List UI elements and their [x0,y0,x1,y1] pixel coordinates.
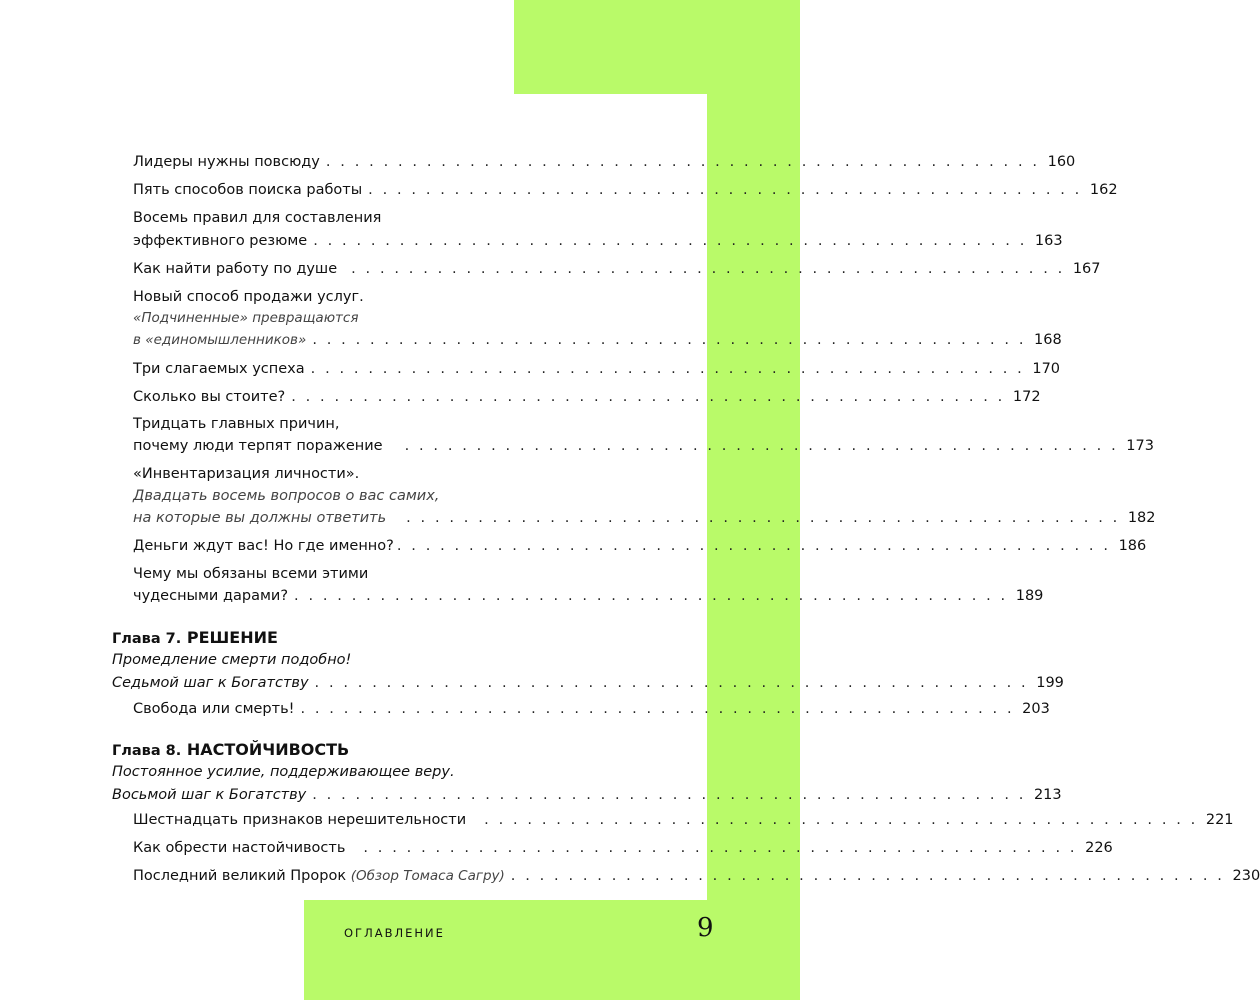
toc-entry-label: Как найти работу по душе [133,261,338,277]
toc-entry-page: 203 [1022,701,1050,717]
chapter-subtitle: Промедление смерти подобно! [112,652,352,668]
toc-entry[interactable] [112,785,1062,805]
toc-entry-page: 162 [1089,182,1118,198]
leader-dots: . . . . . . . . . . . . . . . . . . . . . . . . . . . . . . . . . . . . . . . . . . . . . . . . . . [406,510,1120,526]
toc-entry-label: Как обрести настойчивость [133,840,346,856]
toc-entry[interactable] [133,810,1234,830]
chapter-step-label: Седьмой шаг к Богатству [112,675,309,691]
toc-entry-subtitle: «Подчиненные» превращаются [133,310,359,326]
running-footer-section: ОГЛАВЛЕНИЕ [344,926,445,940]
toc-entry-label: на которые вы должны ответить [133,510,387,526]
toc-entry-label: в «единомышленников» [133,332,307,348]
toc-entry-page: 163 [1034,233,1063,249]
toc-entry-page: 230 [1232,868,1260,884]
leader-dots: . . . . . . . . . . . . . . . . . . . . . . . . . . . . . . . . . . . . . . . . . . . . . . . . . . [484,812,1198,828]
toc-entry-label: Свобода или смерть! [133,701,295,717]
toc-entry[interactable] [133,387,1041,407]
chapter-heading[interactable] [112,739,349,762]
toc-entry-page: 168 [1034,332,1062,348]
chapter-number: Глава 7. [112,631,182,647]
toc-entry-label: чудесными дарами? [133,588,289,604]
leader-dots: . . . . . . . . . . . . . . . . . . . . . . . . . . . . . . . . . . . . . . . . . . . . . . . . . . [510,868,1225,884]
chapter-title: РЕШЕНИЕ [186,628,278,647]
toc-entry-line: Новый способ продажи услуг. [133,289,364,305]
chapter-subtitle: Постоянное усилие, поддерживающее веру. [112,764,455,780]
toc-entry-label: Деньги ждут вас! Но где именно? [133,538,394,554]
leader-dots: . . . . . . . . . . . . . . . . . . . . . . . . . . . . . . . . . . . . . . . . . . . . . . . . . . [310,361,1025,377]
chapter-title: НАСТОЙЧИВОСТЬ [186,740,350,759]
toc-entry-page: 226 [1085,840,1113,856]
toc-entry-note: (Обзор Томаса Сагру) [350,868,505,884]
toc-entry-line: «Инвентаризация личности». [133,466,360,482]
toc-entry-page: 160 [1047,154,1076,170]
leader-dots: . . . . . . . . . . . . . . . . . . . . . . . . . . . . . . . . . . . . . . . . . . . . . . . . . . [368,182,1082,198]
leader-dots: . . . . . . . . . . . . . . . . . . . . . . . . . . . . . . . . . . . . . . . . . . . . . . . . . . [312,787,1026,803]
toc-entry-label: эффективного резюме [133,233,308,249]
chapter-step-label: Восьмой шаг к Богатству [112,787,307,803]
leader-dots: . . . . . . . . . . . . . . . . . . . . . . . . . . . . . . . . . . . . . . . . . . . . . . . . . . [291,389,1005,405]
toc-entry-subtitle: Двадцать восемь вопросов о вас самих, [133,488,440,504]
leader-dots: . . . . . . . . . . . . . . . . . . . . . . . . . . . . . . . . . . . . . . . . . . . . . . . . . . [396,538,1111,554]
toc-entry-page: 172 [1012,389,1041,405]
toc-entry-label: Сколько вы стоите? [133,389,286,405]
toc-entry-line: Чему мы обязаны всеми этими [133,566,369,582]
toc-entry-page: 173 [1126,438,1154,454]
toc-entry-page: 186 [1118,538,1147,554]
leader-dots: . . . . . . . . . . . . . . . . . . . . . . . . . . . . . . . . . . . . . . . . . . . . . . . . . . [294,588,1008,604]
toc-entry[interactable] [133,231,1063,251]
accent-block-bottom [304,900,800,1000]
toc-entry[interactable] [133,259,1101,279]
toc-entry[interactable] [133,508,1156,528]
toc-entry-line: Восемь правил для составления [133,210,382,226]
toc-entry-page: 221 [1205,812,1234,828]
toc-entry-label: Пять способов поиска работы [133,182,363,198]
toc-entry[interactable] [133,436,1154,456]
toc-entry[interactable] [133,152,1076,172]
toc-entry-page: 189 [1015,588,1044,604]
leader-dots: . . . . . . . . . . . . . . . . . . . . . . . . . . . . . . . . . . . . . . . . . . . . . . . . . . [351,261,1065,277]
toc-entry-page: 182 [1127,510,1156,526]
leader-dots: . . . . . . . . . . . . . . . . . . . . . . . . . . . . . . . . . . . . . . . . . . . . . . . . . . [300,701,1015,717]
toc-entry-page: 199 [1036,675,1064,691]
chapter-number: Глава 8. [112,743,182,759]
toc-entry-label: Лидеры нужны повсюду [133,154,320,170]
toc-entry-title: Последний великий Пророк [133,868,347,884]
toc-entry[interactable] [133,359,1061,379]
leader-dots: . . . . . . . . . . . . . . . . . . . . . . . . . . . . . . . . . . . . . . . . . . . . . . . . . . [313,233,1027,249]
leader-dots: . . . . . . . . . . . . . . . . . . . . . . . . . . . . . . . . . . . . . . . . . . . . . . . . . . [363,840,1078,856]
toc-entry[interactable] [133,838,1113,858]
toc-entry[interactable] [133,699,1050,719]
toc-entry-line: Тридцать главных причин, [133,416,340,432]
toc-entry[interactable] [112,673,1064,693]
toc-entry[interactable] [133,866,1260,886]
toc-entry[interactable] [133,330,1062,350]
toc-entry-page: 170 [1032,361,1061,377]
toc-entry[interactable] [133,536,1147,556]
accent-block-top [514,0,800,94]
leader-dots: . . . . . . . . . . . . . . . . . . . . . . . . . . . . . . . . . . . . . . . . . . . . . . . . . . [325,154,1040,170]
toc-entry-page: 167 [1072,261,1101,277]
chapter-heading[interactable] [112,627,278,650]
toc-entry-page: 213 [1033,787,1062,803]
toc-entry-label: почему люди терпят поражение [133,438,383,454]
toc-entry-label: Три слагаемых успеха [133,361,305,377]
page-number: 9 [697,913,714,943]
toc-entry-label [133,866,505,886]
toc-entry[interactable] [133,586,1044,606]
toc-entry-label: Шестнадцать признаков нерешительности [133,812,467,828]
toc-entry[interactable] [133,180,1118,200]
leader-dots: . . . . . . . . . . . . . . . . . . . . . . . . . . . . . . . . . . . . . . . . . . . . . . . . . . [314,675,1029,691]
leader-dots: . . . . . . . . . . . . . . . . . . . . . . . . . . . . . . . . . . . . . . . . . . . . . . . . . . [404,438,1119,454]
leader-dots: . . . . . . . . . . . . . . . . . . . . . . . . . . . . . . . . . . . . . . . . . . . . . . . . . . [312,332,1027,348]
